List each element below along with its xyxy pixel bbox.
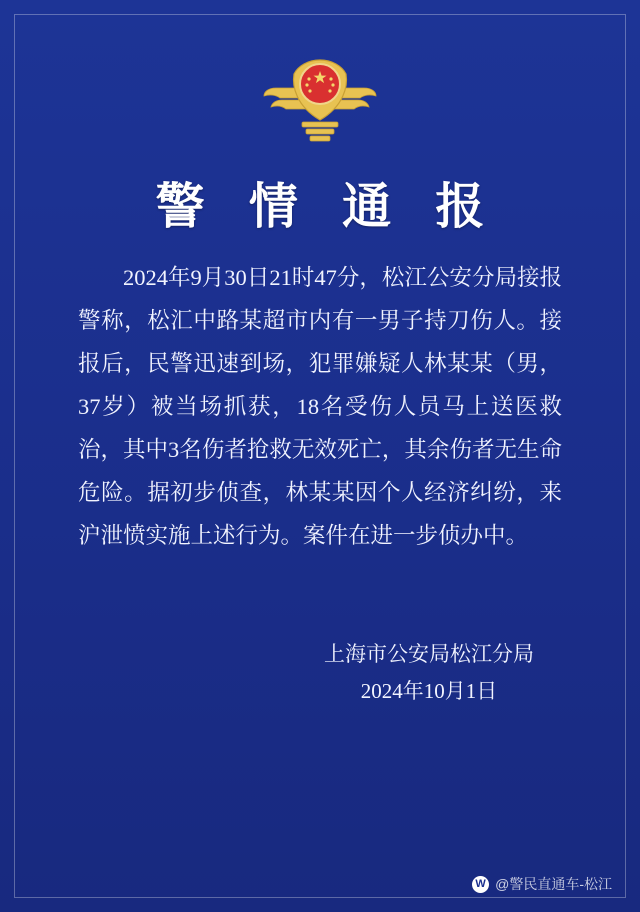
signature-organization: 上海市公安局松江分局	[324, 642, 534, 666]
signature-block	[324, 636, 534, 710]
page-title: 警 情 通 报	[155, 179, 501, 234]
notice-body-text: 2024年9月30日21时47分，松江公安分局接报警称，松汇中路某超市内有一男子持刀伤人。接报后，民警迅速到场，犯罪嫌疑人林某某（男，37岁）被当场抓获，18名受伤人员马上送医救治，其中3名伤者抢救无效死亡，其余伤者无生命危险。据初步侦查，林某某因个人经济纠纷，来沪泄愤实施上述行为。案件在进一步侦办中。	[78, 265, 562, 548]
signature-date: 2024年10月1日	[360, 679, 498, 703]
source-footer	[472, 874, 612, 894]
source-account-label: @警民直通车-松江	[495, 876, 612, 892]
emblem-container	[0, 44, 640, 154]
weibo-icon: W	[472, 876, 489, 893]
police-badge-emblem	[260, 44, 380, 154]
